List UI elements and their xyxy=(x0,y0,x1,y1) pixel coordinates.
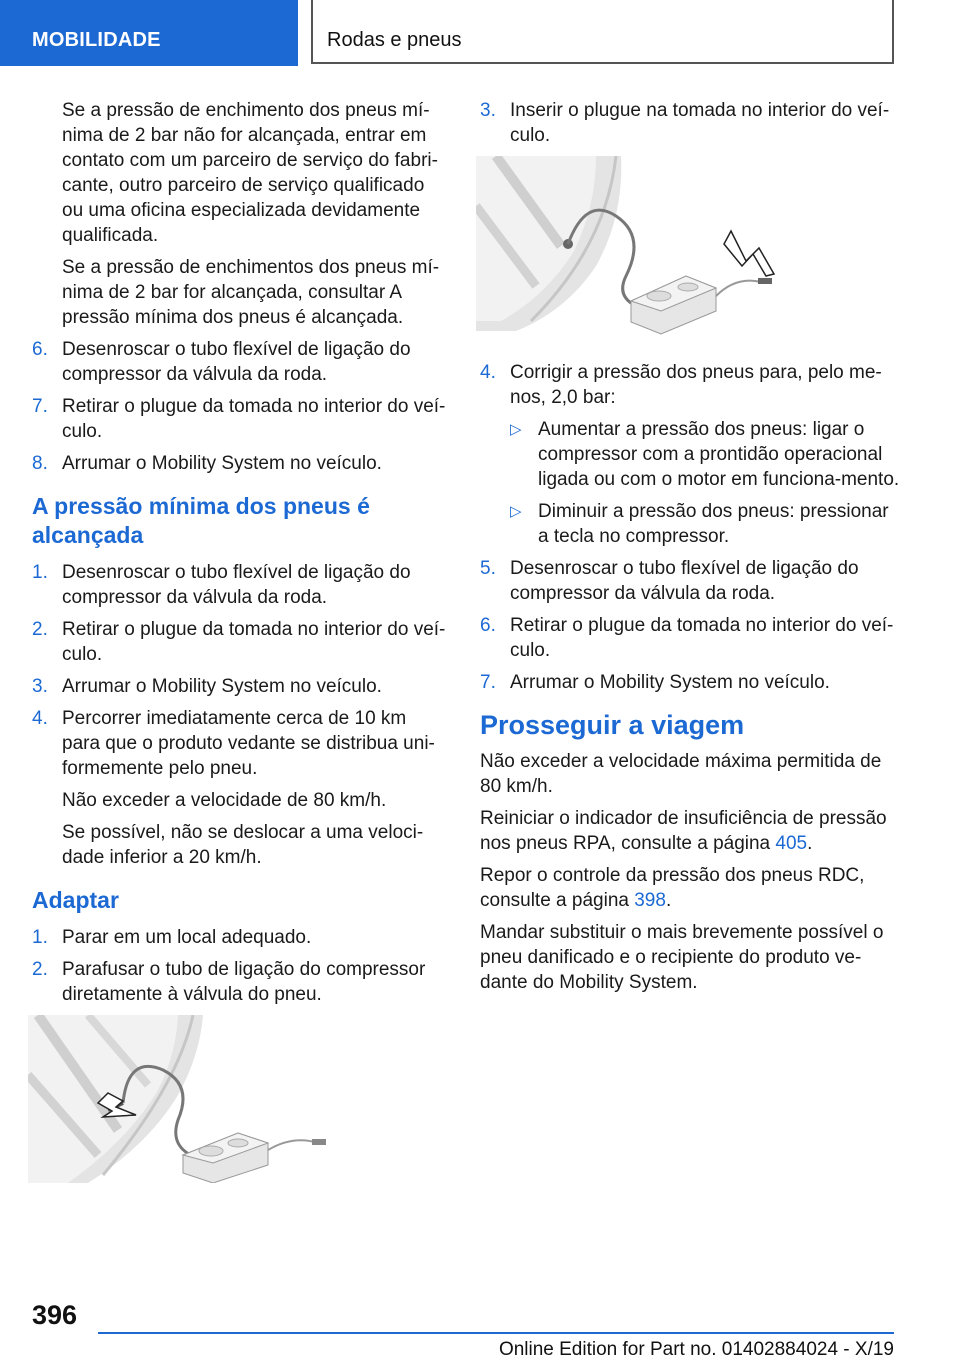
body-paragraph: Não exceder a velocidade máxima permitida de 80 km/h. xyxy=(480,751,882,797)
list-item xyxy=(32,925,447,950)
list-item xyxy=(480,670,900,695)
step-number: 2. xyxy=(32,619,48,640)
intro-paragraph: Se a pressão de enchimentos dos pneus mí-nima de 2 bar for alcançada, consultar A pressão mínima dos pneus é alcançada. xyxy=(62,257,440,328)
step-text: Desenroscar o tubo flexível de ligação do compressor da válvula da roda. xyxy=(510,558,859,604)
sub-item xyxy=(480,417,900,492)
page-number: 396 xyxy=(32,1300,78,1330)
section-heading: Adaptar xyxy=(32,887,119,913)
note-text: Não exceder a velocidade de 80 km/h. xyxy=(62,790,387,811)
list-item xyxy=(32,617,447,667)
step-text: Retirar o plugue da tomada no interior do veí-culo. xyxy=(510,615,894,661)
step-number: 3. xyxy=(480,100,496,121)
step-text: Arrumar o Mobility System no veículo. xyxy=(62,676,382,697)
list-item xyxy=(32,674,447,699)
step-number: 7. xyxy=(480,672,496,693)
triangle-bullet-icon: ▷ xyxy=(510,421,522,438)
list-item xyxy=(480,613,900,663)
chapter-box xyxy=(311,0,894,64)
step-number: 7. xyxy=(32,396,48,417)
list-item xyxy=(32,706,447,781)
step-text: Desenroscar o tubo flexível de ligação do compressor da válvula da roda. xyxy=(62,339,411,385)
step-text: Retirar o plugue da tomada no interior do veí-culo. xyxy=(62,396,446,442)
body-paragraph xyxy=(480,806,900,856)
step-text: Percorrer imediatamente cerca de 10 km para que o produto vedante se distribua uni-formemente pelo pneu. xyxy=(62,708,435,779)
sub-item xyxy=(480,499,900,549)
step-number: 8. xyxy=(32,453,48,474)
section-title: MOBILIDADE xyxy=(32,29,161,51)
step-text: Retirar o plugue da tomada no interior do veí-culo. xyxy=(62,619,446,665)
triangle-bullet-icon: ▷ xyxy=(510,503,522,520)
note-text: Se possível, não se deslocar a uma veloci-dade inferior a 20 km/h. xyxy=(62,822,424,868)
body-text: Repor o controle da pressão dos pneus RDC, consulte a página xyxy=(480,865,865,911)
step-text: Inserir o plugue na tomada no interior do veí-culo. xyxy=(510,100,890,146)
step-text: Corrigir a pressão dos pneus para, pelo me-nos, 2,0 bar: xyxy=(510,362,882,408)
edition-info: Online Edition for Part no. 01402884024 - X/19 xyxy=(498,1339,894,1360)
step-number: 4. xyxy=(480,362,496,383)
footer-rule xyxy=(98,1332,894,1334)
step-number: 2. xyxy=(32,959,48,980)
page-header xyxy=(0,0,960,66)
section-heading: A pressão mínima dos pneus é alcançada xyxy=(32,493,370,548)
step-text: Parar em um local adequado. xyxy=(62,927,312,948)
step-text: Arrumar o Mobility System no veículo. xyxy=(510,672,830,693)
list-item xyxy=(32,560,447,610)
list-item xyxy=(480,360,900,410)
right-column xyxy=(480,98,900,1002)
page-link-405[interactable]: 405 xyxy=(775,833,808,854)
step-number: 4. xyxy=(32,708,48,729)
intro-paragraph: Se a pressão de enchimento dos pneus mí-nima de 2 bar não for alcançada, entrar em contato com um parceiro de serviço do fabri-cante, outro parceiro de serviço qualificado ou uma oficina especializada devidamente qualificada. xyxy=(62,100,438,246)
period: . xyxy=(807,833,813,854)
list-item xyxy=(32,337,447,387)
list-item xyxy=(480,556,900,606)
list-item xyxy=(32,451,447,476)
page-link-398[interactable]: 398 xyxy=(634,890,666,911)
list-item xyxy=(32,394,447,444)
step-number: 1. xyxy=(32,562,48,583)
list-item xyxy=(480,98,900,148)
step-text: Parafusar o tubo de ligação do compressor diretamente à válvula do pneu. xyxy=(62,959,426,1005)
step-number: 5. xyxy=(480,558,496,579)
body-text: Reiniciar o indicador de insuficiência de pressão nos pneus RPA, consulte a página xyxy=(480,808,887,854)
step-number: 6. xyxy=(32,339,48,360)
sub-text: Aumentar a pressão dos pneus: ligar o compressor com a prontidão operacional ligada ou com o motor em funciona-mento. xyxy=(538,419,900,490)
compressor-plug-illustration xyxy=(476,156,776,346)
body-paragraph xyxy=(480,863,900,913)
step-number: 3. xyxy=(32,676,48,697)
step-text: Desenroscar o tubo flexível de ligação do compressor da válvula da roda. xyxy=(62,562,411,608)
step-text: Arrumar o Mobility System no veículo. xyxy=(62,453,382,474)
list-item xyxy=(32,957,447,1007)
period: . xyxy=(665,890,672,911)
step-number: 6. xyxy=(480,615,496,636)
chapter-title: Rodas e pneus xyxy=(327,29,462,51)
sub-text: Diminuir a pressão dos pneus: pressionar a tecla no compressor. xyxy=(538,501,889,547)
step-number: 1. xyxy=(32,927,48,948)
section-heading: Prosseguir a viagem xyxy=(480,710,745,740)
section-tab xyxy=(0,0,298,66)
body-paragraph: Mandar substituir o mais brevemente possível o pneu danificado e o recipiente do produto ve-dante do Mobility System. xyxy=(480,922,884,993)
left-column xyxy=(32,98,447,1197)
compressor-valve-illustration xyxy=(28,1015,328,1183)
